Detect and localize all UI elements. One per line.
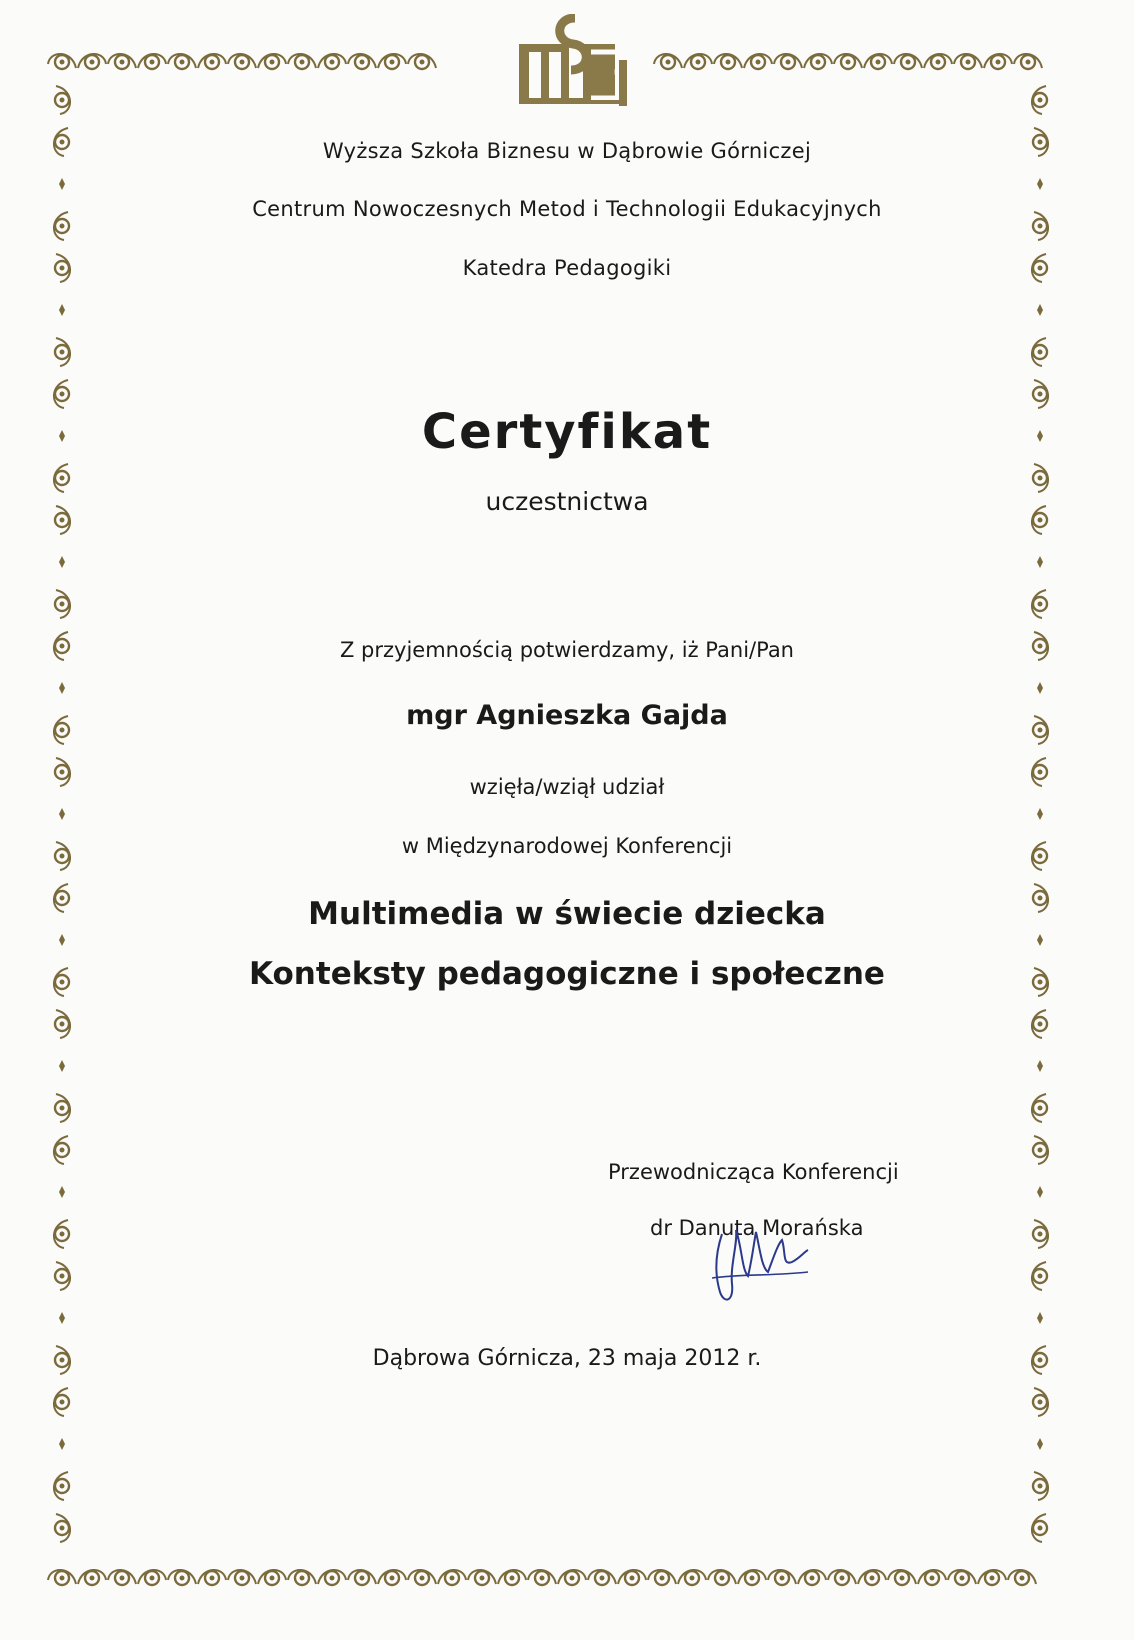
intro-text: Z przyjemnością potwierdzamy, iż Pani/Pan xyxy=(339,638,794,662)
signatory-name: dr Danuta Morańska xyxy=(650,1216,864,1240)
signatory-role: Przewodnicząca Konferencji xyxy=(608,1160,899,1184)
wsb-logo xyxy=(515,14,633,109)
recipient-name: mgr Agnieszka Gajda xyxy=(406,700,728,731)
certificate-subtitle: uczestnictwa xyxy=(485,487,649,516)
university-name: Wyższa Szkoła Biznesu w Dąbrowie Górniczej xyxy=(322,139,812,163)
conference-title-line2: Konteksty pedagogiczne i społeczne xyxy=(249,956,885,992)
place-and-date: Dąbrowa Górnicza, 23 maja 2012 r. xyxy=(372,1346,762,1371)
center-name: Centrum Nowoczesnych Metod i Technologii Edukacyjnych xyxy=(252,197,882,221)
department-name: Katedra Pedagogiki xyxy=(462,256,672,280)
participation-text: wzięła/wziął udział xyxy=(469,775,665,799)
handwritten-signature xyxy=(712,1222,812,1312)
conference-title-line1: Multimedia w świecie dziecka xyxy=(308,896,826,932)
event-intro: w Międzynarodowej Konferencji xyxy=(401,834,733,858)
certificate-title: Certyfikat xyxy=(421,404,713,460)
